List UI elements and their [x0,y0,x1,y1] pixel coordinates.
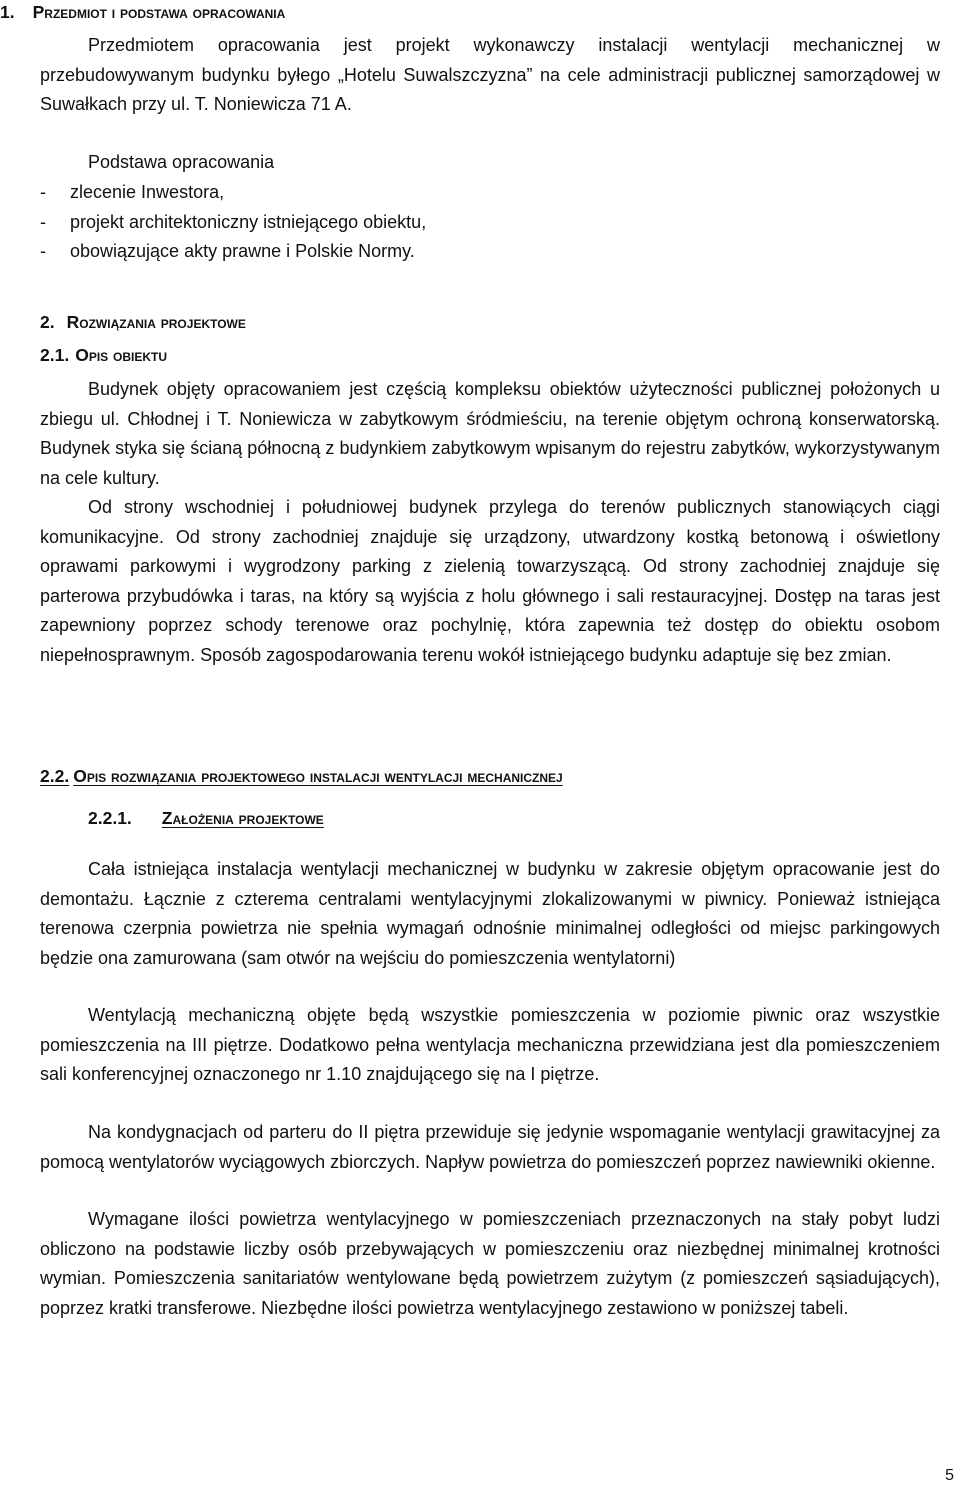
section-1-heading [0,2,285,22]
section-2-2-number: 2.2. [40,766,70,786]
section-2-2-1-number: 2.2.1. [88,808,132,828]
section-2-1-paragraph-2: Od strony wschodniej i południowej budynek przylega do terenów publicznych stanowiących ciągi komunikacyjne. Od strony zachodniej znajduje się urządzony, utwardzony kostką betonową i oświetlony oprawami parkowymi i wygrodzony parking z zielenią towarzyszącą. Od strony zachodniej znajduje się parterowa przybudówka i taras, na który są wyjścia z holu głównego i sali restauracyjnej. Dostęp na taras jest zapewniony poprzez schody terenowe oraz pochylnię, która zapewnia też dostęp do obiektu osobom niepełnosprawnym. Sposób zagospodarowania terenu wokół istniejącego budynku adaptuje się bez zmian. [40,497,940,665]
section-2-2-1-heading [88,808,324,828]
basis-list-item: - zlecenie Inwestora, [40,182,225,202]
section-2-1-title: Opis obiektu [75,345,168,365]
section-2-heading [40,312,246,332]
basis-title: Podstawa opracowania [88,152,275,172]
section-2-1-number: 2.1. [40,345,70,365]
section-2-number: 2. [40,312,55,332]
section-2-1-heading [40,345,167,365]
section-2-2-1-paragraph-1: Cała istniejąca instalacja wentylacji mechanicznej w budynku w zakresie objętym opracowanie jest do demontażu. Łącznie z czterema centralami wentylacyjnymi zlokalizowanymi w piwnicy. Ponieważ istniejąca terenowa czerpnia powietrza nie spełnia wymagań odnośnie minimalnej odległości od miejsc parkingowych będzie ona zamurowana (sam otwór na wejściu do pomieszczenia wentylatorni) [40,859,940,968]
basis-list [40,178,940,267]
basis-list-item: - obowiązujące akty prawne i Polskie Normy. [40,241,415,261]
section-2-2-heading [40,766,563,786]
section-2-2-title: Opis rozwiązania projektowego instalacji wentylacji mechanicznej [73,766,563,786]
section-2-2-1-paragraph-4: Wymagane ilości powietrza wentylacyjnego w pomieszczeniach przeznaczonych na stały pobyt ludzi obliczono na podstawie liczby osób przebywających w pomieszczeniu oraz niezbędnej minimalnej krotności wymian. Pomieszczenia sanitariatów wentylowane będą powietrzem zużytym (z pomieszczeń sąsiadujących), poprzez kratki transferowe. Niezbędne ilości powietrza wentylacyjnego zestawiono w poniższej tabeli. [40,1209,940,1318]
section-1-intro-paragraph: Przedmiotem opracowania jest projekt wykonawczy instalacji wentylacji mechanicznej w przebudowywanym budynku byłego „Hotelu Suwalszczyzna” na cele administracji publicznej samorządowej w Suwałkach przy ul. T. Noniewicza 71 A. [40,35,940,114]
section-2-2-1-paragraph-2: Wentylacją mechaniczną objęte będą wszystkie pomieszczenia w poziomie piwnic oraz wszystkie pomieszczenia na III piętrze. Dodatkowo pełna wentylacja mechaniczna przewidziana jest dla pomieszczeniem sali konferencyjnej oznaczonego nr 1.10 znajdującego się na I piętrze. [40,1005,940,1084]
section-1-title: Przedmiot i podstawa opracowania [32,2,286,22]
section-2-2-1-title: Założenia projektowe [161,808,324,828]
basis-list-item: - projekt architektoniczny istniejącego obiektu, [40,211,427,232]
section-1-number: 1. [0,2,15,22]
section-2-title: Rozwiązania projektowe [66,312,246,332]
page-number: 5 [945,1467,954,1484]
section-2-2-1-paragraph-3: Na kondygnacjach od parteru do II piętra przewiduje się jedynie wspomaganie wentylacji grawitacyjnej za pomocą wentylatorów wyciągowych zbiorczych. Napływ powietrza do pomieszczeń poprzez nawiewniki okienne. [40,1122,940,1172]
section-2-1-paragraph-1: Budynek objęty opracowaniem jest częścią kompleksu obiektów użyteczności publicznej położonych u zbiegu ul. Chłodnej i T. Noniewicza w zabytkowym śródmieściu, na terenie objętym ochroną konserwatorską. Budynek styka się ścianą północną z budynkiem zabytkowym wpisanym do rejestru zabytków, wykorzystywanym na cele kultury. [40,379,940,488]
